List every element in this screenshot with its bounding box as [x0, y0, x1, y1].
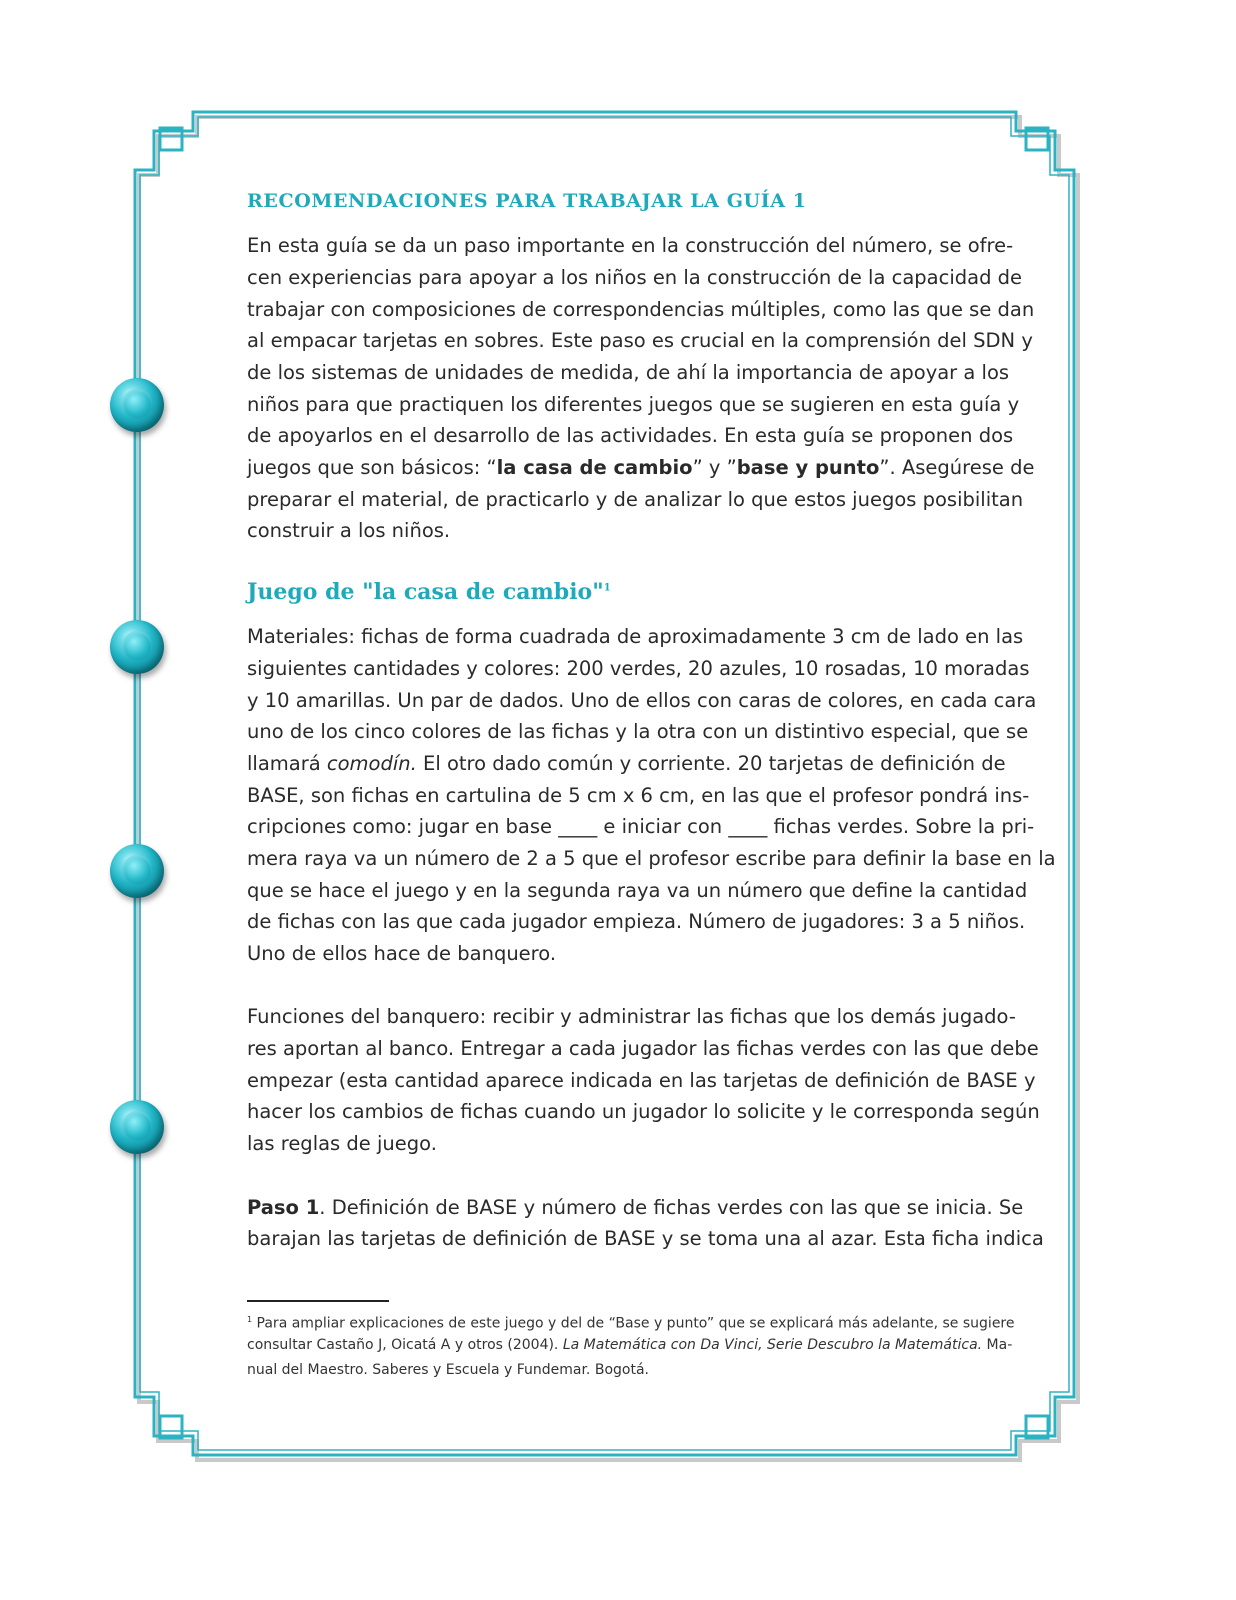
bold-text: base y punto — [736, 456, 880, 479]
footnote-line: nual del Maestro. Saberes y Escuela y Fundemar. Bogotá. — [247, 1362, 649, 1378]
text-line — [247, 1195, 1023, 1221]
text-line: res aportan al banco. Entregar a cada jugador las fichas verdes con las que debe — [247, 1037, 1039, 1060]
text-line: de los sistemas de unidades de medida, de ahí la importancia de apoyar a los — [247, 361, 1010, 384]
text-line: Materiales: fichas de forma cuadrada de aproximadamente 3 cm de lado en las — [247, 625, 1024, 648]
text-line: barajan las tarjetas de definición de BASE y se toma una al azar. Esta ficha indica — [247, 1227, 1044, 1250]
text-run: ”. Asegúrese de — [879, 456, 1035, 479]
text-line: las reglas de juego. — [247, 1132, 437, 1155]
binder-ring-4 — [110, 1100, 164, 1154]
text-line: que se hace el juego y en la segunda raya va un número que define la cantidad — [247, 879, 1028, 902]
text-line: En esta guía se da un paso importante en la construcción del número, se ofre- — [247, 234, 1014, 257]
text-line: niños para que practiquen los diferentes juegos que se sugieren en esta guía y — [247, 393, 1020, 416]
section-heading: RECOMENDACIONES PARA TRABAJAR LA GUÍA 1 — [247, 190, 807, 212]
text-run: llamará — [247, 752, 327, 775]
footnote-divider — [247, 1300, 389, 1302]
text-line — [247, 751, 1006, 777]
text-run: consultar Castaño J, Oicatá A y otros (2004). — [247, 1337, 563, 1353]
text-line: trabajar con composiciones de correspondencias múltiples, como las que se dan — [247, 298, 1035, 321]
game-heading — [247, 579, 611, 605]
text-line: preparar el material, de practicarlo y de analizar lo que estos juegos posibilitan — [247, 488, 1024, 511]
footnote-number: 1 — [247, 1315, 253, 1324]
text-run: juegos que son básicos: “ — [247, 456, 497, 479]
footnote-line — [247, 1335, 1012, 1355]
text-line: de fichas con las que cada jugador empieza. Número de jugadores: 3 a 5 niños. — [247, 910, 1026, 933]
footnote-line — [247, 1310, 1015, 1334]
text-line: Uno de ellos hace de banquero. — [247, 942, 557, 965]
text-line: hacer los cambios de fichas cuando un jugador lo solicite y le corresponda según — [247, 1100, 1040, 1123]
bold-text: la casa de cambio — [496, 456, 693, 479]
step-label: Paso 1 — [247, 1196, 320, 1219]
text-line: cen experiencias para apoyar a los niños en la construcción de la capacidad de — [247, 266, 1023, 289]
text-line: al empacar tarjetas en sobres. Este paso es crucial en la comprensión del SDN y — [247, 329, 1033, 352]
text-run: El otro dado común y corriente. 20 tarjetas de definición de — [416, 752, 1006, 775]
italic-text: La Matemática con Da Vinci, Serie Descubro la Matemática. — [562, 1337, 983, 1353]
text-line: siguientes cantidades y colores: 200 verdes, 20 azules, 10 rosadas, 10 moradas — [247, 657, 1030, 680]
text-run: ” y ” — [692, 456, 737, 479]
binder-ring-1 — [110, 378, 164, 432]
text-line — [247, 455, 1034, 481]
text-line: uno de los cinco colores de las fichas y la otra con un distintivo especial, que se — [247, 720, 1029, 743]
text-line: BASE, son fichas en cartulina de 5 cm x 6 cm, en las que el profesor pondrá ins- — [247, 784, 1030, 807]
text-run: Ma- — [982, 1337, 1013, 1353]
text-line: y 10 amarillas. Un par de dados. Uno de ellos con caras de colores, en cada cara — [247, 689, 1037, 712]
text-line: cripciones como: jugar en base ____ e iniciar con ____ fichas verdes. Sobre la pri- — [247, 815, 1035, 838]
game-heading-text: Juego de "la casa de cambio" — [247, 579, 604, 605]
binder-ring-2 — [110, 620, 164, 674]
text-line: mera raya va un número de 2 a 5 que el profesor escribe para definir la base en la — [247, 847, 1056, 870]
text-line: construir a los niños. — [247, 519, 451, 542]
footnote-marker: 1 — [603, 582, 611, 594]
text-line: Funciones del banquero: recibir y administrar las fichas que los demás jugado- — [247, 1005, 1016, 1028]
text-line: de apoyarlos en el desarrollo de las actividades. En esta guía se proponen dos — [247, 424, 1014, 447]
binder-ring-3 — [110, 844, 164, 898]
text-run: . Definición de BASE y número de fichas verdes con las que se inicia. Se — [319, 1196, 1024, 1219]
text-run: Para ampliar explicaciones de este juego y del de “Base y punto” que se explicará más adelante, se sugiere — [252, 1315, 1015, 1332]
text-line: empezar (esta cantidad aparece indicada en las tarjetas de definición de BASE y — [247, 1069, 1036, 1092]
italic-text: comodín. — [326, 752, 417, 775]
